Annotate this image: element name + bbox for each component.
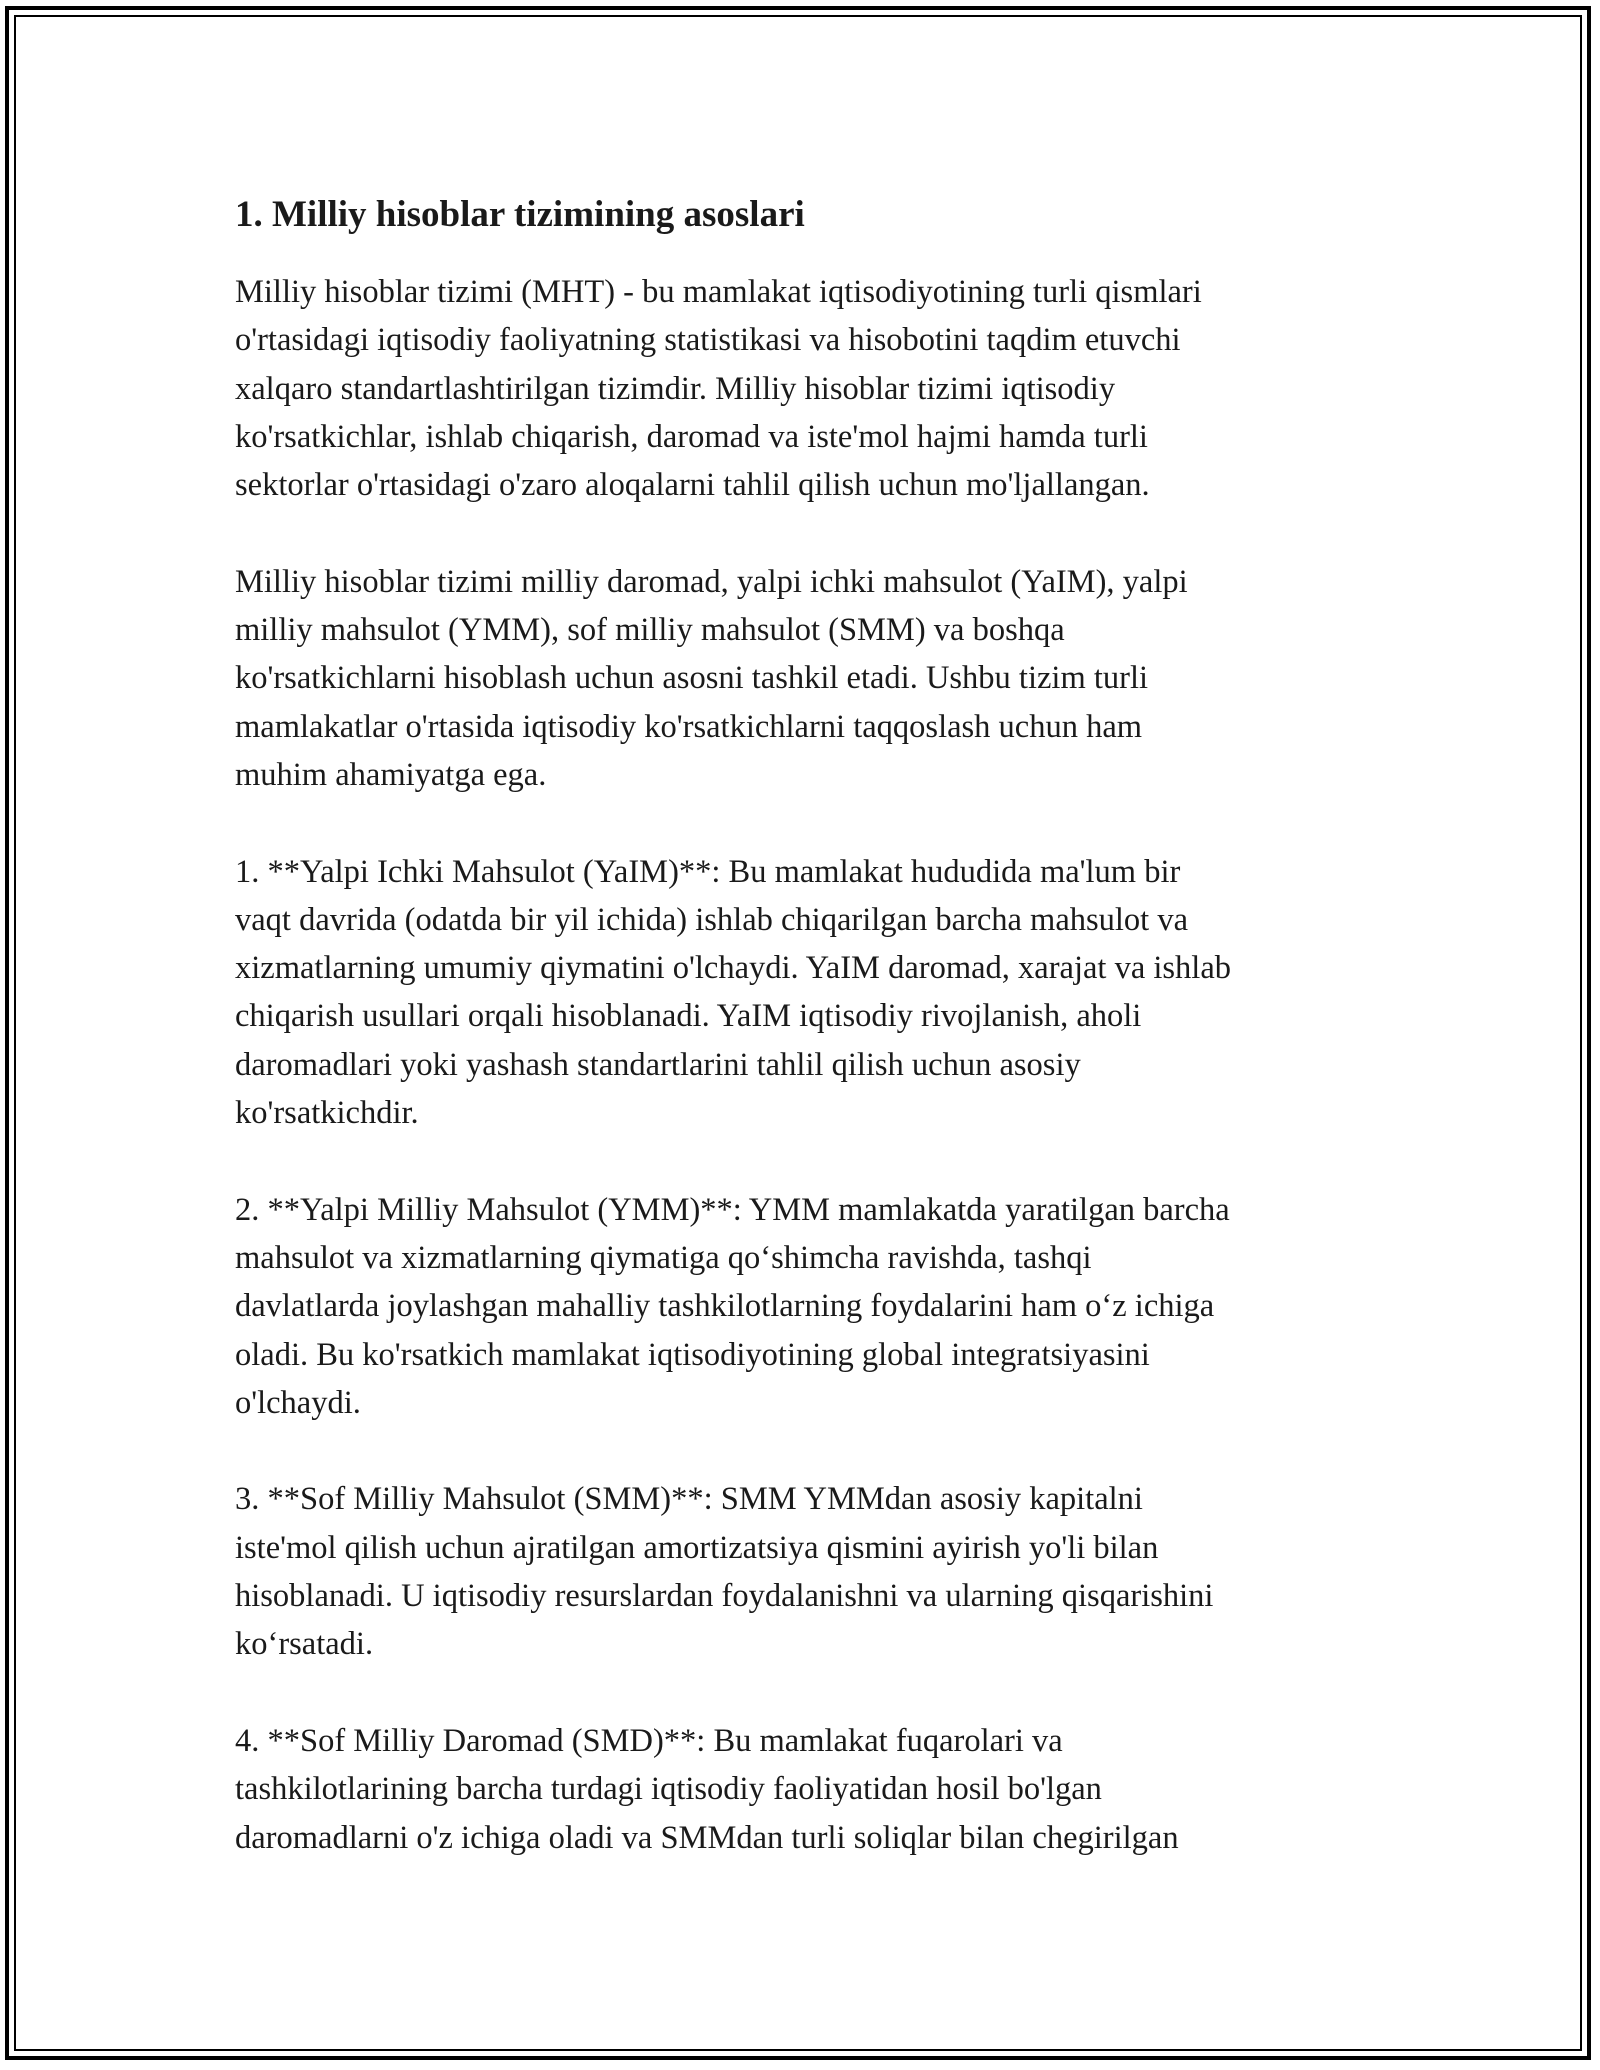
paragraph bbox=[235, 1186, 1375, 1427]
paragraph-line: ko‘rsatadi. bbox=[235, 1626, 374, 1663]
paragraph-line: tashkilotlarining barcha turdagi iqtisodiy faoliyatidan hosil bo'lgan bbox=[235, 1771, 1102, 1808]
paragraph-line: 2. **Yalpi Milliy Mahsulot (YMM)**: YMM mamlakatda yaratilgan barcha bbox=[235, 1191, 1230, 1228]
paragraph-line: chiqarish usullari orqali hisoblanadi. YaIM iqtisodiy rivojlanish, aholi bbox=[235, 998, 1142, 1035]
paragraph bbox=[235, 1717, 1375, 1862]
paragraph-line: ko'rsatkichlarni hisoblash uchun asosni tashkil etadi. Ushbu tizim turli bbox=[235, 660, 1149, 697]
paragraph-line: 1. **Yalpi Ichki Mahsulot (YaIM)**: Bu mamlakat hududida ma'lum bir bbox=[235, 853, 1181, 890]
paragraph-line: vaqt davrida (odatda bir yil ichida) ishlab chiqarilgan barcha mahsulot va bbox=[235, 901, 1189, 938]
paragraph-line: oladi. Bu ko'rsatkich mamlakat iqtisodiyotining global integratsiyasini bbox=[235, 1336, 1150, 1373]
paragraph-line: xalqaro standartlashtirilgan tizimdir. Milliy hisoblar tizimi iqtisodiy bbox=[235, 370, 1116, 407]
paragraph-line: Milliy hisoblar tizimi (MHT) - bu mamlakat iqtisodiyotining turli qismlari bbox=[235, 274, 1202, 310]
paragraph-line: o'rtasidagi iqtisodiy faoliyatning statistikasi va hisobotini taqdim etuvchi bbox=[235, 322, 1181, 359]
document-body bbox=[235, 186, 1375, 1910]
paragraph-line: iste'mol qilish uchun ajratilgan amortizatsiya qismini ayirish yo'li bilan bbox=[235, 1529, 1159, 1566]
paragraph-line: mahsulot va xizmatlarning qiymatiga qo‘shimcha ravishda, tashqi bbox=[235, 1239, 1092, 1276]
paragraph-line: milliy mahsulot (YMM), sof milliy mahsulot (SMM) va boshqa bbox=[235, 612, 1065, 649]
paragraph-line: 3. **Sof Milliy Mahsulot (SMM)**: SMM YMMdan asosiy kapitalni bbox=[235, 1481, 1143, 1518]
paragraph bbox=[235, 268, 1375, 509]
paragraph-line: hisoblanadi. U iqtisodiy resurslardan foydalanishni va ularning qisqarishini bbox=[235, 1578, 1214, 1615]
paragraph-line: davlatlarda joylashgan mahalliy tashkilotlarning foydalarini ham o‘z ichiga bbox=[235, 1288, 1215, 1325]
paragraph-line: 4. **Sof Milliy Daromad (SMD)**: Bu mamlakat fuqarolari va bbox=[235, 1722, 1063, 1759]
paragraph-line: xizmatlarning umumiy qiymatini o'lchaydi. YaIM daromad, xarajat va ishlab bbox=[235, 950, 1231, 987]
paragraph-container bbox=[235, 268, 1375, 1862]
paragraph-line: mamlakatlar o'rtasida iqtisodiy ko'rsatkichlarni taqqoslash uchun ham bbox=[235, 708, 1143, 745]
paragraph-line: ko'rsatkichdir. bbox=[235, 1095, 419, 1132]
paragraph-line: sektorlar o'rtasidagi o'zaro aloqalarni tahlil qilish uchun mo'ljallangan. bbox=[235, 467, 1150, 504]
paragraph-line: muhim ahamiyatga ega. bbox=[235, 756, 547, 793]
paragraph-line: ko'rsatkichlar, ishlab chiqarish, daromad va iste'mol hajmi hamda turli bbox=[235, 418, 1148, 455]
section-title: 1. Milliy hisoblar tizimining asoslari bbox=[235, 194, 805, 235]
paragraph bbox=[235, 1475, 1375, 1668]
paragraph bbox=[235, 558, 1375, 799]
paragraph bbox=[235, 848, 1375, 1138]
paragraph-line: o'lchaydi. bbox=[235, 1384, 361, 1421]
paragraph-line: daromadlarni o'z ichiga oladi va SMMdan turli soliqlar bilan chegirilgan bbox=[235, 1819, 1179, 1856]
paragraph-line: Milliy hisoblar tizimi milliy daromad, yalpi ichki mahsulot (YaIM), yalpi bbox=[235, 563, 1188, 600]
paragraph-line: daromadlari yoki yashash standartlarini tahlil qilish uchun asosiy bbox=[235, 1046, 1081, 1083]
